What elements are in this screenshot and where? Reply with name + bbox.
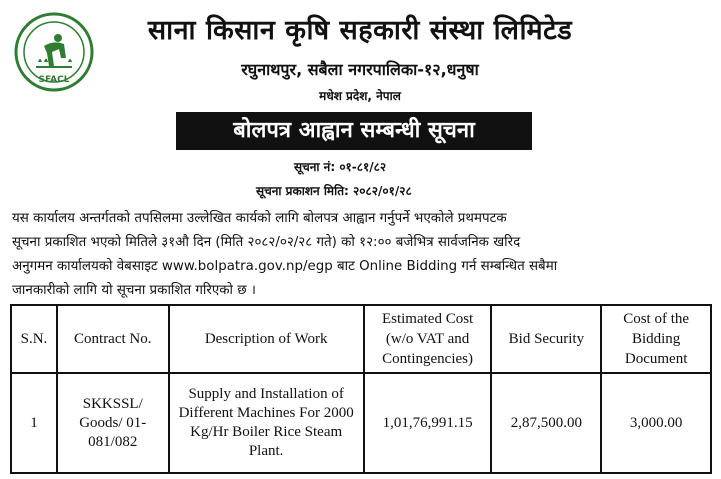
- table-row: [11, 373, 711, 473]
- organization-logo: [14, 12, 94, 92]
- header-contract-no: Contract No.: [57, 305, 169, 373]
- notice-body: [12, 207, 712, 303]
- cell-estimated-cost: 1,01,76,991.15: [364, 373, 492, 473]
- header-description: Description of Work: [169, 305, 364, 373]
- notice-body-line: जानकारीको लागि यो सूचना प्रकाशित गरिएको छ ।: [12, 283, 257, 298]
- cell-description: Supply and Installation of Different Machines For 2000 Kg/Hr Boiler Rice Steam Plant.: [169, 373, 364, 473]
- notice-body-line: अनुगमन कार्यालयको वेबसाइट www.bolpatra.gov.np/egp बाट Online Bidding गर्न सम्बन्धित सबैमा: [12, 259, 558, 274]
- svg-text:SFACL: SFACL: [38, 75, 70, 85]
- notice-published-date: सूचना प्रकाशन मिति: २०८२/०१/२८: [256, 184, 412, 198]
- header-bid-security: Bid Security: [491, 305, 601, 373]
- table-header-row: [11, 305, 711, 373]
- organization-province: मधेश प्रदेश, नेपाल: [319, 89, 401, 103]
- organization-name: साना किसान कृषि सहकारी संस्था लिमिटेड: [147, 15, 573, 46]
- notice-title-banner: बोलपत्र आह्वान सम्बन्धी सूचना: [176, 112, 532, 150]
- notice-number: सूचना नं: ०१-८१/८२: [294, 160, 387, 174]
- bid-table: [10, 304, 712, 474]
- header-sn: S.N.: [11, 305, 57, 373]
- cell-document-cost: 3,000.00: [601, 373, 711, 473]
- cell-sn: 1: [11, 373, 57, 473]
- organization-address: रघुनाथपुर, सबैला नगरपालिका-१२,धनुषा: [241, 60, 479, 79]
- cell-bid-security: 2,87,500.00: [491, 373, 601, 473]
- header-estimated-cost: Estimated Cost (w/o VAT and Contingencies): [364, 305, 492, 373]
- cell-contract-no: SKKSSL/ Goods/ 01-081/082: [57, 373, 169, 473]
- notice-body-line: यस कार्यालय अन्तर्गतको तपसिलमा उल्लेखित कार्यको लागि बोलपत्र आह्वान गर्नुपर्ने भएकोले प्रथमपटक: [12, 211, 507, 226]
- header-document-cost: Cost of the Bidding Document: [601, 305, 711, 373]
- notice-body-line: सूचना प्रकाशित भएको मितिले ३१औ दिन (मिति २०८२/०२/२८ गते) को १२:०० बजेभित्र सार्वजनिक खरिद: [12, 235, 521, 250]
